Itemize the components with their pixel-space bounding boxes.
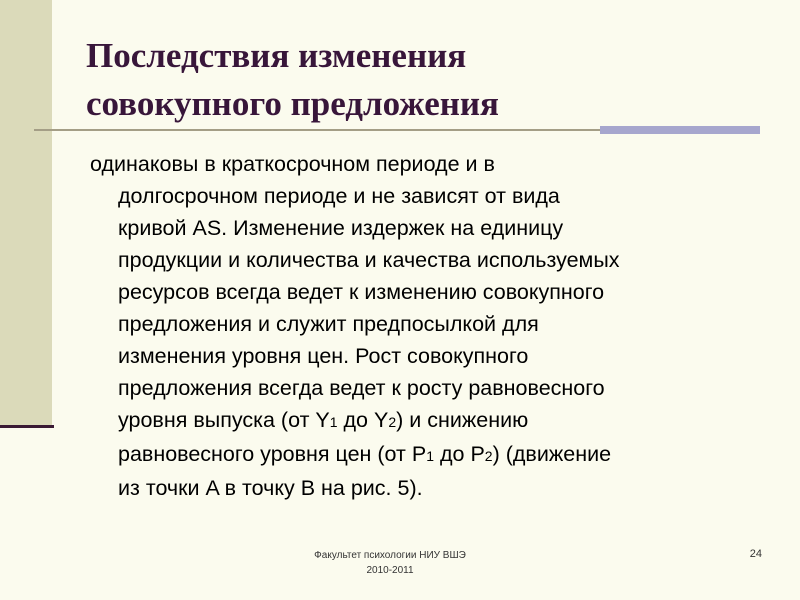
body-line: предложения всегда ведет к росту равновесного [118, 376, 605, 400]
body-paragraph [90, 148, 776, 504]
slide-title-line-1: Последствия изменения [86, 36, 467, 75]
subscript: 2 [484, 448, 493, 464]
body-line: из точки A в точку B на рис. 5). [118, 476, 423, 500]
body-line [90, 438, 776, 472]
body-line: изменения уровня цен. Рост совокупного [118, 344, 529, 368]
left-accent-bar [0, 0, 52, 428]
slide-title-line-2: совокупного предложения [86, 84, 499, 123]
title-divider [34, 129, 600, 131]
body-line: долгосрочном периоде и не зависят от вида [118, 184, 560, 208]
subscript: 1 [426, 448, 434, 464]
body-line [90, 404, 776, 438]
body-text-segment: до P [434, 442, 485, 466]
title-divider-accent [600, 126, 760, 134]
slide-title [86, 32, 776, 128]
subscript: 1 [329, 414, 338, 430]
body-text-segment: ) и снижению [396, 408, 529, 432]
left-accent-rule [0, 425, 54, 428]
body-text-segment: равновесного уровня цен (от P [118, 442, 427, 466]
footer-line-1: Факультет психологии НИУ ВШЭ [314, 550, 466, 561]
body-line: ресурсов всегда ведет к изменению совокупного [118, 280, 605, 304]
footer-line-2: 2010-2011 [366, 565, 414, 576]
page-number: 24 [749, 548, 762, 560]
body-text-segment: уровня выпуска (от Y [118, 408, 330, 432]
footer [270, 548, 510, 578]
body-line: одинаковы в краткосрочном периоде и в [90, 152, 495, 176]
body-line: предложения и служит предпосылкой для [118, 312, 539, 336]
body-text-segment: до Y [337, 408, 389, 432]
body-line: кривой AS. Изменение издержек на единицу [118, 216, 564, 240]
body-line: продукции и количества и качества используемых [118, 248, 620, 272]
body-text-segment: ) (движение [492, 442, 612, 466]
subscript: 2 [388, 414, 397, 430]
